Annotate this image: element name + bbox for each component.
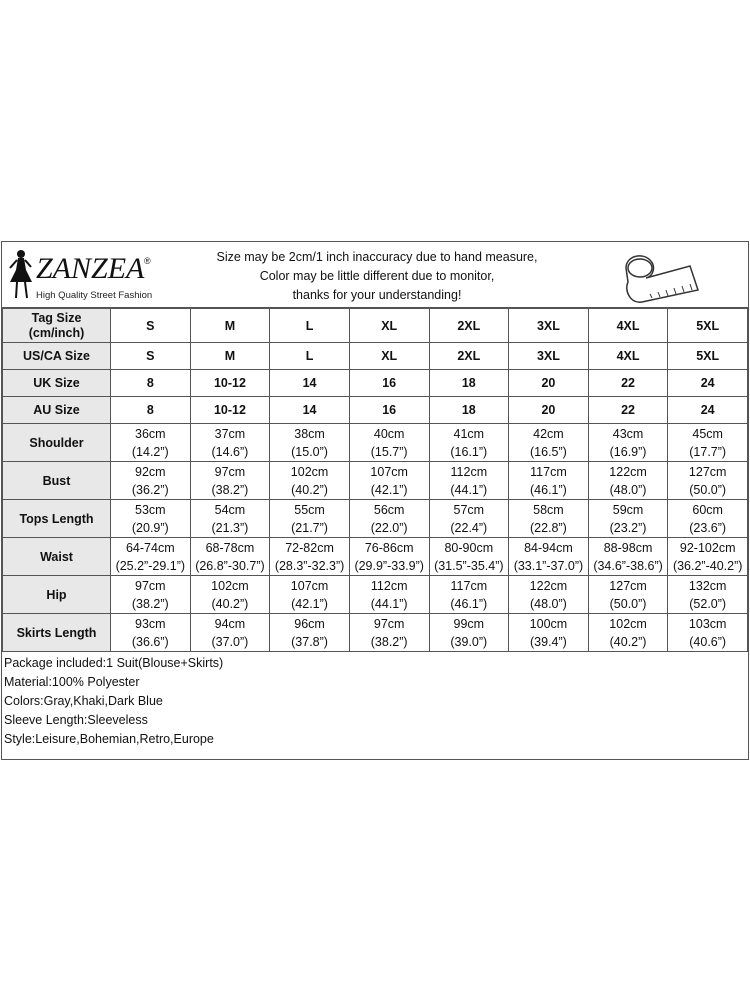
- table-cell: [668, 576, 748, 614]
- table-cell: [190, 424, 270, 462]
- table-cell: [270, 500, 350, 538]
- inch-value: (20.9”): [131, 520, 169, 535]
- table-cell: [588, 614, 668, 652]
- cm-value: 102cm: [211, 578, 249, 593]
- cm-value: 45cm: [692, 426, 723, 441]
- table-cell: 24: [668, 397, 748, 424]
- cm-value: 122cm: [609, 464, 647, 479]
- table-cell: 14: [270, 397, 350, 424]
- table-cell: [668, 424, 748, 462]
- inch-value: (23.6”): [689, 520, 727, 535]
- inch-value: (38.2”): [131, 596, 169, 611]
- cm-value: 54cm: [214, 502, 246, 517]
- inch-value: (28.3”-32.3”): [274, 558, 345, 573]
- fashion-figure-icon: [6, 248, 36, 300]
- inch-value: (40.2”): [291, 482, 328, 497]
- table-cell: M: [190, 343, 270, 370]
- inch-value: (46.1”): [530, 482, 567, 497]
- table-cell: 16: [349, 370, 429, 397]
- cm-value: 122cm: [529, 578, 568, 593]
- inch-value: (42.1”): [370, 482, 408, 497]
- table-cell: [111, 538, 191, 576]
- size-header: 4XL: [588, 309, 668, 343]
- table-cell: [509, 462, 589, 500]
- inch-value: (16.1”): [450, 444, 488, 459]
- cm-value: 64-74cm: [125, 540, 175, 555]
- product-info: [2, 654, 748, 749]
- table-cell: [509, 538, 589, 576]
- registered-mark: ®: [144, 256, 151, 266]
- inch-value: (33.1”-37.0”): [513, 558, 584, 573]
- inch-value: (23.2”): [609, 520, 647, 535]
- inch-value: (37.0”): [211, 634, 249, 649]
- row-label: Waist: [3, 538, 111, 576]
- cm-value: 53cm: [135, 502, 166, 517]
- size-table: [2, 308, 748, 652]
- table-row: [3, 397, 748, 424]
- cm-value: 97cm: [214, 464, 246, 479]
- table-cell: [588, 424, 668, 462]
- inch-value: (36.2”): [131, 482, 169, 497]
- table-cell: [668, 462, 748, 500]
- table-row: [3, 500, 748, 538]
- cm-value: 112cm: [450, 464, 488, 479]
- inch-value: (40.6”): [689, 634, 727, 649]
- table-cell: 8: [111, 397, 191, 424]
- inch-value: (25.2”-29.1”): [115, 558, 186, 573]
- cm-value: 92cm: [135, 464, 166, 479]
- inch-value: (16.5”): [530, 444, 567, 459]
- cm-value: 92-102cm: [679, 540, 736, 555]
- inch-value: (31.5”-35.4”): [434, 558, 504, 573]
- cm-value: 72-82cm: [285, 540, 334, 555]
- table-cell: 22: [588, 370, 668, 397]
- cm-value: 37cm: [214, 426, 246, 441]
- cm-value: 38cm: [294, 426, 325, 441]
- inch-value: (36.6”): [131, 634, 169, 649]
- cm-value: 127cm: [688, 464, 727, 479]
- cm-value: 60cm: [692, 502, 723, 517]
- size-header: XL: [349, 309, 429, 343]
- table-cell: [429, 614, 509, 652]
- table-cell: 24: [668, 370, 748, 397]
- brand-tagline: High Quality Street Fashion: [36, 290, 153, 301]
- table-cell: [349, 424, 429, 462]
- table-cell: [349, 462, 429, 500]
- info-line: Style:Leisure,Bohemian,Retro,Europe: [4, 732, 214, 746]
- table-cell: [429, 462, 509, 500]
- table-cell: [111, 614, 191, 652]
- cm-value: 55cm: [294, 502, 325, 517]
- table-cell: [509, 576, 589, 614]
- cm-value: 76-86cm: [364, 540, 414, 555]
- size-header: 3XL: [509, 309, 589, 343]
- cm-value: 80-90cm: [444, 540, 494, 555]
- table-row: [3, 424, 748, 462]
- cm-value: 56cm: [373, 502, 405, 517]
- inch-value: (50.0”): [609, 596, 647, 611]
- table-cell: 3XL: [509, 343, 589, 370]
- inch-value: (14.2”): [131, 444, 169, 459]
- table-cell: [509, 500, 589, 538]
- size-header: L: [270, 309, 350, 343]
- table-row: [3, 462, 748, 500]
- cm-value: 57cm: [453, 502, 485, 517]
- cm-value: 132cm: [688, 578, 727, 593]
- inch-value: (17.7”): [689, 444, 727, 459]
- cm-value: 97cm: [373, 616, 405, 631]
- inch-value: (39.0”): [450, 634, 488, 649]
- inch-value: (40.2”): [609, 634, 647, 649]
- table-cell: [270, 424, 350, 462]
- table-row: [3, 576, 748, 614]
- table-cell: [429, 500, 509, 538]
- table-cell: [190, 538, 270, 576]
- inch-value: (21.3”): [211, 520, 249, 535]
- table-cell: [429, 424, 509, 462]
- inch-value: (46.1”): [450, 596, 488, 611]
- table-cell: [190, 614, 270, 652]
- table-cell: [588, 538, 668, 576]
- cm-value: 42cm: [533, 426, 564, 441]
- size-chart: [1, 241, 749, 760]
- info-line: Package included:1 Suit(Blouse+Skirts): [4, 656, 224, 670]
- notice-line: thanks for your understanding!: [292, 288, 462, 302]
- cm-value: 40cm: [373, 426, 405, 441]
- table-cell: 18: [429, 397, 509, 424]
- table-cell: [111, 576, 191, 614]
- inch-value: (26.8”-30.7”): [195, 558, 265, 573]
- table-cell: 18: [429, 370, 509, 397]
- inch-value: (38.2”): [211, 482, 249, 497]
- table-cell: [270, 576, 350, 614]
- row-label: UK Size: [3, 370, 111, 397]
- inch-value: (52.0”): [689, 596, 727, 611]
- table-cell: [668, 500, 748, 538]
- inch-value: (29.9”-33.9”): [354, 558, 424, 573]
- table-row-tag-size: [3, 309, 748, 343]
- table-cell: [588, 576, 668, 614]
- inch-value: (37.8”): [291, 634, 328, 649]
- inch-value: (38.2”): [370, 634, 408, 649]
- inch-value: (15.0”): [291, 444, 328, 459]
- table-row: [3, 370, 748, 397]
- cm-value: 112cm: [370, 578, 408, 593]
- inch-value: (44.1”): [450, 482, 488, 497]
- table-cell: [111, 462, 191, 500]
- size-header: 5XL: [668, 309, 748, 343]
- notice-text: [172, 248, 582, 305]
- row-label: Skirts Length: [3, 614, 111, 652]
- inch-value: (34.6”-38.6”): [593, 558, 663, 573]
- table-cell: [349, 576, 429, 614]
- table-cell: [270, 538, 350, 576]
- table-row: [3, 538, 748, 576]
- inch-value: (22.4”): [450, 520, 488, 535]
- cm-value: 103cm: [688, 616, 727, 631]
- cm-value: 102cm: [609, 616, 647, 631]
- table-cell: [190, 500, 270, 538]
- cm-value: 107cm: [290, 578, 329, 593]
- brand-name: ZANZEA: [36, 252, 145, 285]
- inch-value: (16.9”): [609, 444, 647, 459]
- inch-value: (42.1”): [291, 596, 328, 611]
- table-cell: 10-12: [190, 397, 270, 424]
- cm-value: 100cm: [529, 616, 568, 631]
- table-cell: [588, 500, 668, 538]
- inch-value: (48.0”): [530, 596, 567, 611]
- brand-logo: [6, 248, 166, 304]
- table-cell: 2XL: [429, 343, 509, 370]
- table-cell: [668, 614, 748, 652]
- cm-value: 41cm: [453, 426, 485, 441]
- measuring-tape-icon: [620, 246, 700, 304]
- inch-value: (48.0”): [609, 482, 647, 497]
- table-cell: 20: [509, 397, 589, 424]
- notice-line: Color may be little different due to monitor,: [259, 269, 495, 283]
- table-cell: [111, 424, 191, 462]
- inch-value: (15.7”): [370, 444, 408, 459]
- table-row: [3, 614, 748, 652]
- cm-value: 117cm: [450, 578, 488, 593]
- row-label: Hip: [3, 576, 111, 614]
- table-cell: [509, 424, 589, 462]
- inch-value: (40.2”): [211, 596, 249, 611]
- table-cell: XL: [349, 343, 429, 370]
- table-cell: [668, 538, 748, 576]
- cm-value: 127cm: [609, 578, 647, 593]
- tag-size-label: Tag Size (cm/inch): [28, 310, 85, 340]
- row-label: Bust: [3, 462, 111, 500]
- table-cell: [509, 614, 589, 652]
- table-cell: [429, 538, 509, 576]
- table-cell: 5XL: [668, 343, 748, 370]
- cm-value: 102cm: [290, 464, 329, 479]
- inch-value: (36.2”-40.2”): [672, 558, 743, 573]
- table-cell: [190, 462, 270, 500]
- inch-value: (22.0”): [370, 520, 408, 535]
- row-label: US/CA Size: [3, 343, 111, 370]
- cm-value: 94cm: [214, 616, 246, 631]
- inch-value: (14.6”): [211, 444, 249, 459]
- table-cell: S: [111, 343, 191, 370]
- cm-value: 59cm: [612, 502, 644, 517]
- row-label: Tops Length: [3, 500, 111, 538]
- cm-value: 36cm: [135, 426, 166, 441]
- cm-value: 68-78cm: [205, 540, 255, 555]
- cm-value: 96cm: [294, 616, 325, 631]
- table-cell: [349, 538, 429, 576]
- row-label-tag-size: [3, 309, 111, 343]
- table-cell: 14: [270, 370, 350, 397]
- inch-value: (50.0”): [689, 482, 727, 497]
- inch-value: (22.8”): [530, 520, 567, 535]
- row-label: Shoulder: [3, 424, 111, 462]
- table-row: [3, 343, 748, 370]
- table-cell: [349, 614, 429, 652]
- cm-value: 58cm: [533, 502, 564, 517]
- cm-value: 117cm: [530, 464, 567, 479]
- size-header: S: [111, 309, 191, 343]
- table-cell: [270, 462, 350, 500]
- cm-value: 93cm: [135, 616, 166, 631]
- row-label: AU Size: [3, 397, 111, 424]
- cm-value: 99cm: [453, 616, 485, 631]
- chart-header: [2, 242, 748, 308]
- inch-value: (39.4”): [530, 634, 567, 649]
- notice-line: Size may be 2cm/1 inch inaccuracy due to hand measure,: [216, 250, 538, 264]
- size-header: 2XL: [429, 309, 509, 343]
- table-cell: [349, 500, 429, 538]
- info-line: Material:100% Polyester: [4, 675, 140, 689]
- cm-value: 84-94cm: [524, 540, 573, 555]
- table-cell: 10-12: [190, 370, 270, 397]
- table-cell: [111, 500, 191, 538]
- table-cell: [429, 576, 509, 614]
- inch-value: (44.1”): [370, 596, 408, 611]
- table-cell: 16: [349, 397, 429, 424]
- info-line: Sleeve Length:Sleeveless: [4, 713, 148, 727]
- cm-value: 97cm: [135, 578, 166, 593]
- table-cell: L: [270, 343, 350, 370]
- cm-value: 88-98cm: [603, 540, 653, 555]
- cm-value: 43cm: [612, 426, 644, 441]
- table-cell: [270, 614, 350, 652]
- table-cell: 4XL: [588, 343, 668, 370]
- info-line: Colors:Gray,Khaki,Dark Blue: [4, 694, 163, 708]
- table-cell: 22: [588, 397, 668, 424]
- table-cell: [588, 462, 668, 500]
- size-header: M: [190, 309, 270, 343]
- cm-value: 107cm: [370, 464, 408, 479]
- table-cell: [190, 576, 270, 614]
- inch-value: (21.7”): [291, 520, 328, 535]
- table-cell: 20: [509, 370, 589, 397]
- table-cell: 8: [111, 370, 191, 397]
